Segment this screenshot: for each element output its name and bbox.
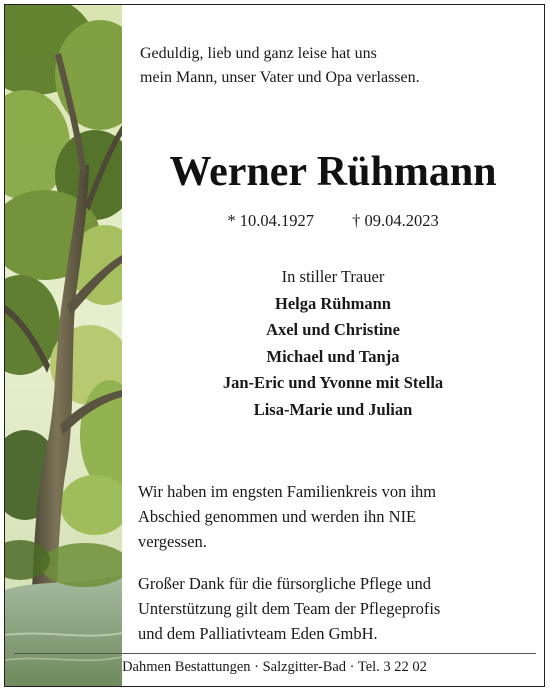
farewell-paragraph: [138, 479, 546, 554]
thanks-line: Großer Dank für die fürsorgliche Pflege und: [138, 574, 431, 593]
mourner-name: Lisa-Marie und Julian: [253, 399, 413, 419]
intro-verse: [140, 42, 540, 90]
obituary-text-area: [122, 5, 544, 686]
farewell-line: Abschied genommen und werden ihn NIE: [138, 507, 417, 526]
thanks-line: und dem Palliativteam Eden GmbH.: [138, 624, 378, 643]
birth-date: * 10.04.1927: [227, 211, 314, 230]
thanks-line: Unterstützung gilt dem Team der Pflegeprofis: [138, 599, 441, 618]
funeral-home-footer: Dahmen Bestattungen · Salzgitter-Bad · Tel. 3 22 02: [122, 659, 427, 675]
death-date: † 09.04.2023: [352, 211, 439, 230]
mourner-name: Helga Rühmann: [275, 293, 391, 313]
obituary-card: [4, 4, 545, 687]
intro-line: Geduldig, lieb und ganz leise hat uns: [140, 45, 377, 62]
mourner-name: Axel und Christine: [266, 320, 400, 339]
mourners-block: [122, 264, 544, 423]
mourners-lead: In stiller Trauer: [281, 267, 385, 286]
thanks-paragraph: [138, 571, 546, 646]
mourner-name: Jan-Eric und Yvonne mit Stella: [222, 373, 444, 392]
deceased-name: Werner Rühmann: [169, 149, 497, 195]
intro-line: mein Mann, unser Vater und Opa verlassen.: [140, 69, 420, 86]
farewell-line: Wir haben im engsten Familienkreis von ihm: [138, 482, 437, 501]
life-dates: [122, 211, 544, 231]
farewell-line: vergessen.: [138, 532, 207, 551]
footer-divider: [14, 653, 536, 654]
mourner-name: Michael und Tanja: [266, 346, 400, 366]
tree-river-photo: [5, 5, 122, 686]
